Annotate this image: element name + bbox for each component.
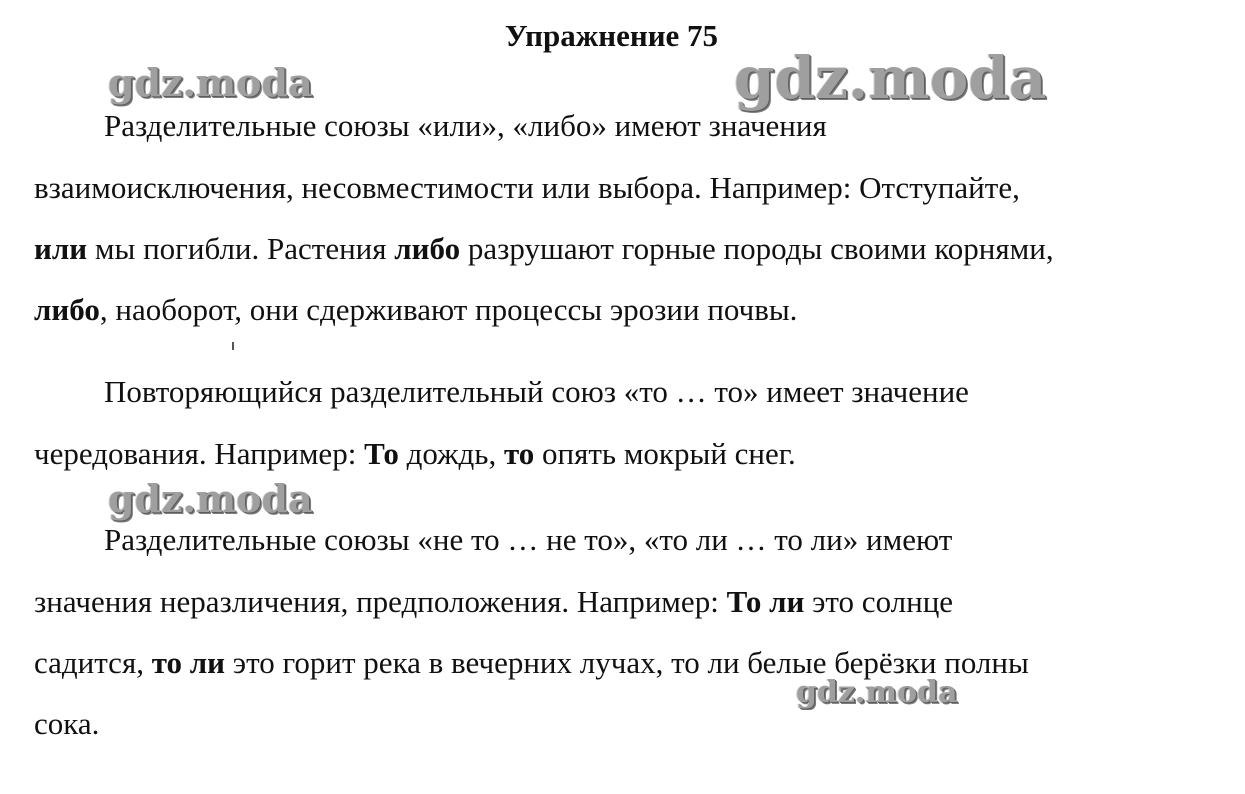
text-fragment: это горит река в вечерних лучах, то ли белые берёзки полны <box>225 645 1029 680</box>
paragraph1-line2: взаимоисключения, несовместимости или выбора. Например: Отступайте, <box>34 170 1020 205</box>
text-fragment: это солнце <box>804 584 954 619</box>
text-fragment: , наоборот, они сдерживают процессы эрозии почвы. <box>99 292 798 327</box>
text-fragment: значения неразличения, предположения. Например: <box>34 584 727 619</box>
paragraph1-line1: Разделительные союзы «или», «либо» имеют значения <box>104 108 827 143</box>
paragraph1-line4 <box>34 290 797 330</box>
bold-conjunction: либо <box>34 292 100 327</box>
watermark-logo: gdz.moda <box>734 44 1047 112</box>
text-fragment: садится, <box>34 645 152 680</box>
bold-conjunction: То <box>364 436 399 471</box>
bold-conjunction: То ли <box>726 584 805 619</box>
paragraph2-line1: Повторяющийся разделительный союз «то … то» имеет значение <box>104 374 969 409</box>
scan-speck <box>232 342 234 350</box>
text-fragment: мы погибли. Растения <box>87 231 395 266</box>
bold-conjunction: либо <box>394 231 461 266</box>
paragraph3-line3 <box>34 643 1029 683</box>
bold-conjunction: или <box>34 231 88 266</box>
text-fragment: опять мокрый снег. <box>534 436 796 471</box>
watermark-logo: gdz.moda <box>108 476 313 521</box>
watermark-logo: gdz.moda <box>796 675 958 710</box>
text-fragment: чередования. Например: <box>34 436 365 471</box>
paragraph3-line2 <box>34 582 953 622</box>
text-fragment: разрушают горные породы своими корнями, <box>460 231 1054 266</box>
paragraph3-line4: сока. <box>34 706 100 741</box>
text-fragment: дождь, <box>398 436 504 471</box>
exercise-title: Упражнение 75 <box>504 18 719 53</box>
watermark-logo: gdz.moda <box>108 60 313 105</box>
bold-conjunction: то ли <box>151 645 226 680</box>
bold-conjunction: то <box>503 436 535 471</box>
paragraph3-line1: Разделительные союзы «не то … не то», «то ли … то ли» имеют <box>104 522 953 557</box>
paragraph1-line3 <box>34 229 1054 269</box>
paragraph2-line2 <box>34 434 796 474</box>
